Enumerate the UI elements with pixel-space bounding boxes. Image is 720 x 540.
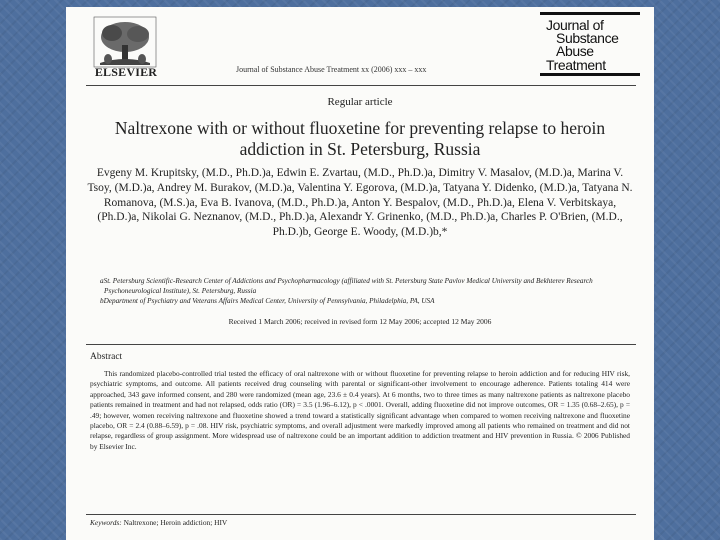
journal-logo-line: Journal of xyxy=(546,17,604,33)
abstract-divider-top xyxy=(86,344,636,345)
journal-logo xyxy=(540,12,640,76)
publisher-name: ELSEVIER xyxy=(94,65,158,79)
keywords-label: Keywords: xyxy=(90,518,122,527)
article-page xyxy=(66,7,654,540)
affiliation-a: aSt. Petersburg Scientific-Research Center of Addictions and Psychopharmacology (affiliated with St. Petersburg State Pavlov Medical University and Bekhterev Research Psychoneurological Institute), St. Petersburg, Russia xyxy=(100,277,593,295)
author-list: Evgeny M. Krupitsky, (M.D., Ph.D.)a, Edwin E. Zvartau, (M.D., Ph.D.)a, Dimitry V. Masalov, (M.D.)a, Marina V. Tsoy, (M.D.)a, Andrey M. Burakov, (M.D.)a, Valentina Y. Egorova, (M.D.)a, Tatyana Y. Didenko, (M.D.)a, Tatyana N. Romanova, (M.S.)a, Eva B. Ivanova, (M.D., Ph.D.)a, Anton Y. Bespalov, (M.D., Ph.D.)a, Elena V. Verbitskaya, (Ph.D.)a, Nikolai G. Neznanov, (M.D., Ph.D.)a, Alexandr Y. Grinenko, (M.D., Ph.D.)a, Charles P. O'Brien, (M.D., Ph.D.)b, George E. Woody, (M.D.)b,* xyxy=(87,167,633,239)
abstract-text: This randomized placebo-controlled trial tested the efficacy of oral naltrexone with or without fluoxetine for preventing relapse to heroin addiction and for reducing HIV risk, psychiatric symptoms, and outcome. All patients received drug counseling with parental or significant-other involvement to encourage adherence. Patients totaling 414 were approached, 343 gave informed consent, and 280 were randomized (mean age, 23.6 ± 0.4 years). At 6 months, two to three times as many naltrexone patients as naltrexone placebo patients remained in treatment and had not relapsed, odds ratio (OR) = 3.5 (1.96–6.12), p < .0001. Overall, adding fluoxetine did not improve outcomes, OR = 1.35 (0.68–2.65), p = .49; however, women receiving naltrexone and fluoxetine showed a trend toward a statistically significant advantage when compared to women receiving naltrexone and fluoxetine placebo, OR = 2.4 (0.88–6.59), p = .08. HIV risk, psychiatric symptoms, and overall adjustment were markedly improved among all patients who remained on treatment and did not relapse, regardless of group assignment. More widespread use of naltrexone could be an important addition to addiction treatment and HIV prevention in Russia. © 2006 Published by Elsevier Inc. xyxy=(90,369,630,451)
article-type: Regular article xyxy=(327,96,393,108)
journal-citation: Journal of Substance Abuse Treatment xx (2006) xxx – xxx xyxy=(236,65,427,74)
keywords-list: Naltrexone; Heroin addiction; HIV xyxy=(123,518,228,527)
abstract-divider-bottom xyxy=(86,514,636,515)
journal-logo-line: Abuse xyxy=(556,43,594,59)
affiliations xyxy=(100,277,630,308)
abstract-heading: Abstract xyxy=(90,352,123,362)
header-divider xyxy=(86,85,636,86)
journal-logo-line: Substance xyxy=(556,30,619,46)
received-dates: Received 1 March 2006; received in revised form 12 May 2006; accepted 12 May 2006 xyxy=(228,317,492,326)
keywords xyxy=(90,518,227,527)
article-title: Naltrexone with or without fluoxetine for preventing relapse to heroin addiction in St. Petersburg, Russia xyxy=(114,118,606,159)
affiliation-b: bDepartment of Psychiatry and Veterans Affairs Medical Center, University of Pennsylvania, Philadelphia, PA, USA xyxy=(100,297,435,305)
journal-logo-line: Treatment xyxy=(546,57,606,73)
